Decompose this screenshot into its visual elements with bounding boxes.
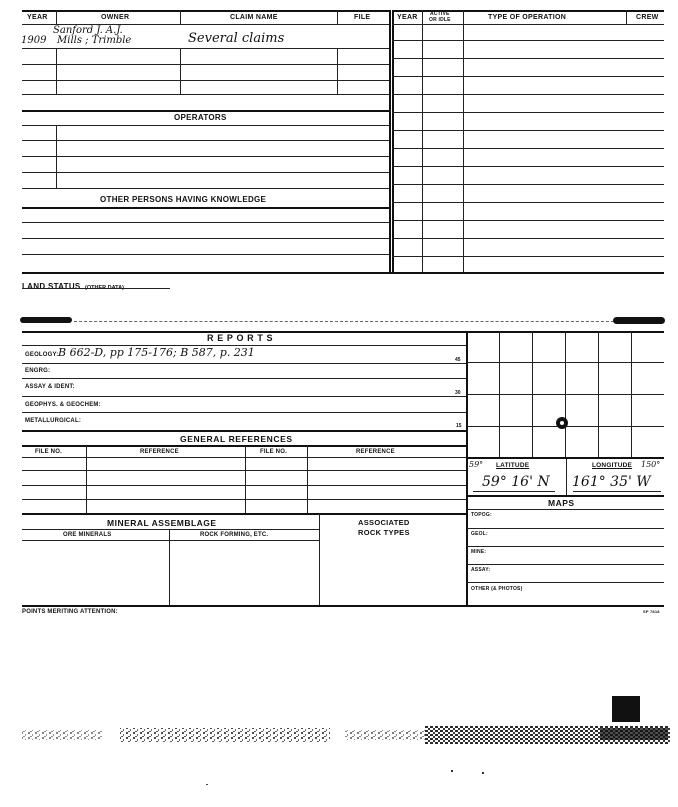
scan-speck-2 [482,772,484,774]
owner-line1-value: Sanford J. A.J. [53,25,123,36]
maps-topog-label: TOPOG: [471,512,492,518]
maps-mine-label: MINE: [471,549,487,555]
land-status-label: LAND STATUS [22,282,81,291]
type-of-operation-header: TYPE OF OPERATION [488,14,567,21]
lon-degree-suffix: 150° [641,460,661,469]
claim-name-header: CLAIM NAME [230,14,278,21]
other-persons-title: OTHER PERSONS HAVING KNOWLEDGE [100,195,267,204]
report-label-engrg: ENGRG: [25,368,51,374]
report-scale-30: 30 [455,390,461,396]
associated-rock-types-line1: ASSOCIATED [358,518,410,527]
ref-reference-header-1: REFERENCE [140,449,179,455]
report-scale-15: 15 [456,423,462,429]
form-code: SP 7818 [643,609,660,614]
owner-line2-value: Mills ; Trimble [57,35,132,46]
owner-header: OWNER [101,14,130,21]
ref-file-no-header-2: FILE NO. [260,449,287,455]
operators-title: OPERATORS [174,113,227,122]
location-marker-dot [560,421,564,425]
points-meriting-attention-label: POINTS MERITING ATTENTION: [22,609,118,615]
report-label-geology: GEOLOGY: [25,352,59,358]
claim-year-value: 1909 [21,35,47,46]
scan-noise-strip [0,722,678,752]
land-status-sublabel: (OTHER DATA) [85,285,124,291]
redaction-mark-left [20,317,72,323]
latitude-value: 59° 16' N [482,474,550,490]
active-idle-header-1: ACTIVE [430,11,450,17]
longitude-value: 161° 35' W [572,474,651,490]
ref-file-no-header-1: FILE NO. [35,449,62,455]
redaction-mark-right [613,317,665,324]
report-label-metallurgical: METALLURGICAL: [25,418,82,424]
scan-artifact-square [612,696,640,722]
maps-other-label: OTHER (& PHOTOS) [471,586,523,592]
latitude-label: LATITUDE [496,462,530,469]
maps-geol-label: GEOL: [471,531,488,537]
associated-rock-types-line2: ROCK TYPES [358,528,410,537]
file-header: FILE [354,14,371,21]
active-idle-header-2: OR IDLE [429,17,451,23]
crew-header: CREW [636,14,659,21]
ref-reference-header-2: REFERENCE [356,449,395,455]
lat-degree-prefix: 59° [469,460,484,469]
year-header: YEAR [27,14,48,21]
report-label-assay: ASSAY & IDENT: [25,384,75,390]
reports-title: R E P O R T S [207,333,274,343]
report-label-geophys: GEOPHYS. & GEOCHEM: [25,402,101,408]
claim-name-value: Several claims [188,31,285,46]
ore-minerals-header: ORE MINERALS [63,532,112,538]
report-scale-45: 45 [455,357,461,363]
report-value-geology: B 662-D, pp 175-176; B 587, p. 231 [58,346,255,359]
general-references-title: GENERAL REFERENCES [180,434,293,444]
scan-speck-1 [451,770,453,772]
activity-year-header: YEAR [397,14,418,21]
rock-forming-header: ROCK FORMING, ETC. [200,532,269,538]
land-status [22,276,124,294]
maps-title: MAPS [548,498,575,508]
mineral-assemblage-title: MINERAL ASSEMBLAGE [107,518,217,528]
scan-speck-3 [206,784,208,785]
longitude-label: LONGITUDE [592,462,633,469]
maps-assay-label: ASSAY: [471,567,491,573]
